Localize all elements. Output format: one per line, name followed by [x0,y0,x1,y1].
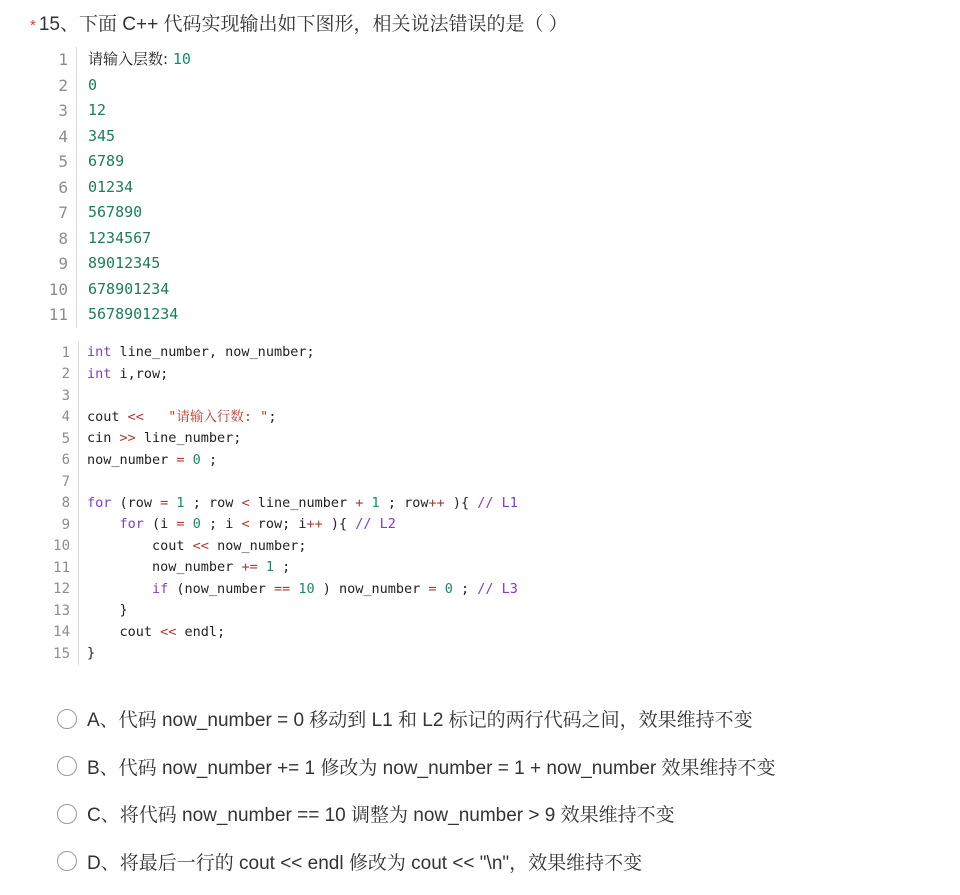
code-token-op: < [241,494,258,511]
source-line-code [78,536,306,558]
output-line [44,251,191,277]
output-line-text [76,73,97,99]
source-line [44,557,518,579]
code-token-num: 10 [298,580,323,597]
code-token: i,row; [119,365,169,382]
code-token-kw: for [119,516,153,532]
code-token-cmt: // L3 [477,580,518,597]
line-number: 9 [61,516,70,533]
output-line-text [76,124,115,150]
source-line-code [78,600,128,622]
code-token: row; i [257,516,307,532]
code-token: ; [268,408,277,425]
code-token [87,516,120,532]
output-line [44,175,191,201]
code-token: ){ [452,494,478,511]
line-number: 8 [61,495,70,512]
source-line [44,385,518,407]
line-number: 3 [61,387,70,404]
option-c-label: C、将代码 now_number == 10 调整为 now_number > 9 效果维持不变 [87,805,675,827]
option-b-label: B、代码 now_number += 1 修改为 now_number = 1 + now_number 效果维持不变 [87,757,776,779]
line-number: 15 [53,645,70,662]
line-number: 2 [61,366,70,383]
code-token-op: ++ [428,494,453,511]
required-mark: * [30,17,36,34]
line-number: 7 [61,473,70,490]
code-token: ; [460,580,478,597]
line-number: 11 [53,559,70,576]
source-line [44,471,518,493]
code-token-num: 0 [192,451,209,468]
code-token: cin [87,430,120,446]
output-value: 10 [172,50,191,68]
source-line [44,407,518,429]
code-token: line_number [257,494,356,511]
line-number: 6 [61,452,70,469]
source-line [44,364,518,386]
source-line-code [78,450,217,472]
source-line-code [78,622,225,644]
code-token: cout [87,408,128,425]
code-token-num: 1 [371,494,388,511]
option-a-label: A、代码 now_number = 0 移动到 L1 和 L2 标记的两行代码之间，效果维持不变 [87,710,753,732]
code-token: line_number; [143,430,242,446]
output-line-text [76,226,151,252]
line-number: 3 [58,101,68,121]
option-a[interactable] [57,695,776,743]
output-text: 89012345 [88,254,161,272]
code-token-op: + [355,494,372,511]
source-line [44,342,518,364]
code-token: now_number [87,451,177,468]
radio-button-c[interactable] [57,804,77,824]
source-line-code [78,407,276,429]
radio-button-d[interactable] [57,851,77,871]
source-line-code [78,514,396,536]
code-token: (row [119,494,161,511]
output-line-text [76,98,106,124]
code-token-op: == [273,580,299,597]
line-number: 8 [58,228,68,248]
line-number: 5 [58,152,68,172]
code-token-op: = [176,516,193,532]
code-token-op: = [160,494,177,511]
output-text: 请输入层数: [88,50,173,68]
output-text: 0 [88,75,98,94]
code-token: ){ [330,516,356,532]
output-line-text [76,47,191,73]
output-line-text [76,251,160,277]
line-number: 10 [48,279,68,299]
code-token-op: < [241,516,258,532]
output-line [44,47,191,73]
output-line-text [76,200,142,226]
code-token-str: "请输入行数: " [168,408,269,425]
code-token-kw: if [152,580,177,597]
output-line-text [76,277,169,303]
output-text: 567890 [88,203,143,221]
code-token: ; i [208,516,242,532]
output-text: 01234 [88,177,134,196]
code-token: } [87,645,96,661]
source-line [44,450,518,472]
output-line-text [76,302,178,328]
option-b[interactable] [57,743,776,791]
line-number: 12 [53,581,70,598]
code-token: line_number, now_number; [119,344,315,360]
code-token: ; [208,451,218,468]
code-token: cout [87,623,161,640]
code-token-op: >> [119,430,144,446]
output-text: 5678901234 [88,305,179,323]
code-token: ; row [192,494,242,511]
code-token-cmt: // L1 [477,494,518,511]
line-number: 1 [61,344,70,361]
source-line-code [78,579,518,601]
option-d-label: D、将最后一行的 cout << endl 修改为 cout << "\n"，效果维持不变 [87,852,643,874]
output-line [44,124,191,150]
line-number: 4 [61,409,70,426]
code-token-op: = [428,580,445,597]
code-token: } [87,602,128,618]
source-line [44,643,518,665]
output-line [44,200,191,226]
line-number: 4 [58,126,68,146]
code-token-num: 1 [176,494,193,511]
code-token: cout [87,537,193,554]
source-line [44,493,518,515]
code-token-kw: int [87,365,120,382]
code-token-op: << [160,623,185,640]
source-line [44,536,518,558]
output-text: 678901234 [88,279,170,298]
code-token-op: << [192,537,218,554]
output-line [44,98,191,124]
output-line [44,73,191,99]
code-token: ; [282,559,291,575]
option-c[interactable] [57,790,776,838]
line-number: 13 [53,602,70,619]
source-line [44,622,518,644]
code-token [152,409,168,425]
radio-button-a[interactable] [57,709,77,729]
code-token-op: = [176,451,193,468]
line-number: 9 [58,254,68,274]
code-token-num: 0 [192,516,209,532]
source-code-block [44,342,518,665]
source-line [44,514,518,536]
line-number: 11 [48,305,68,325]
source-line-code [78,385,87,407]
source-line-code [78,342,315,364]
line-number: 14 [53,624,70,641]
radio-button-b[interactable] [57,756,77,776]
output-line [44,302,191,328]
code-token: (now_number [176,580,274,597]
source-line-code [78,493,518,515]
code-token: now_number [87,559,242,575]
output-text: 345 [88,126,116,145]
output-text: 6789 [88,152,125,170]
source-line [44,579,518,601]
code-token-op: ++ [306,516,331,532]
line-number: 6 [58,177,68,197]
output-line [44,226,191,252]
code-token-num: 0 [444,580,461,597]
output-code-block [44,47,191,328]
source-line-code [78,557,290,579]
source-line-code [78,364,168,386]
code-token: (i [152,516,177,532]
line-number: 10 [53,538,70,555]
option-d[interactable] [57,838,776,886]
code-token [87,581,152,597]
options-list [57,695,776,885]
source-line [44,600,518,622]
line-number: 2 [58,75,68,95]
code-token: now_number; [217,537,307,554]
source-line-code [78,471,87,493]
line-number: 5 [61,430,70,447]
line-number: 1 [58,50,68,70]
code-token-kw: int [87,344,120,360]
code-token-op: << [127,408,153,425]
source-line-code [78,428,241,450]
output-line-text [76,149,124,175]
output-line [44,149,191,175]
code-token: ; row [387,494,429,511]
code-token-kw: for [87,494,120,511]
output-text: 1234567 [88,228,152,247]
source-line [44,428,518,450]
source-line-code [78,643,95,665]
code-token: ) now_number [322,580,429,597]
code-token-num: 1 [265,559,283,575]
output-line-text [76,175,133,201]
question-title [30,9,568,36]
question-text: 15、下面 C++ 代码实现输出如下图形，相关说法错误的是（ ） [38,14,568,35]
output-line [44,277,191,303]
output-text: 12 [88,101,107,119]
code-token: endl; [184,623,226,640]
code-token-cmt: // L2 [355,516,396,532]
line-number: 7 [58,203,68,223]
code-token-op: += [241,559,266,575]
